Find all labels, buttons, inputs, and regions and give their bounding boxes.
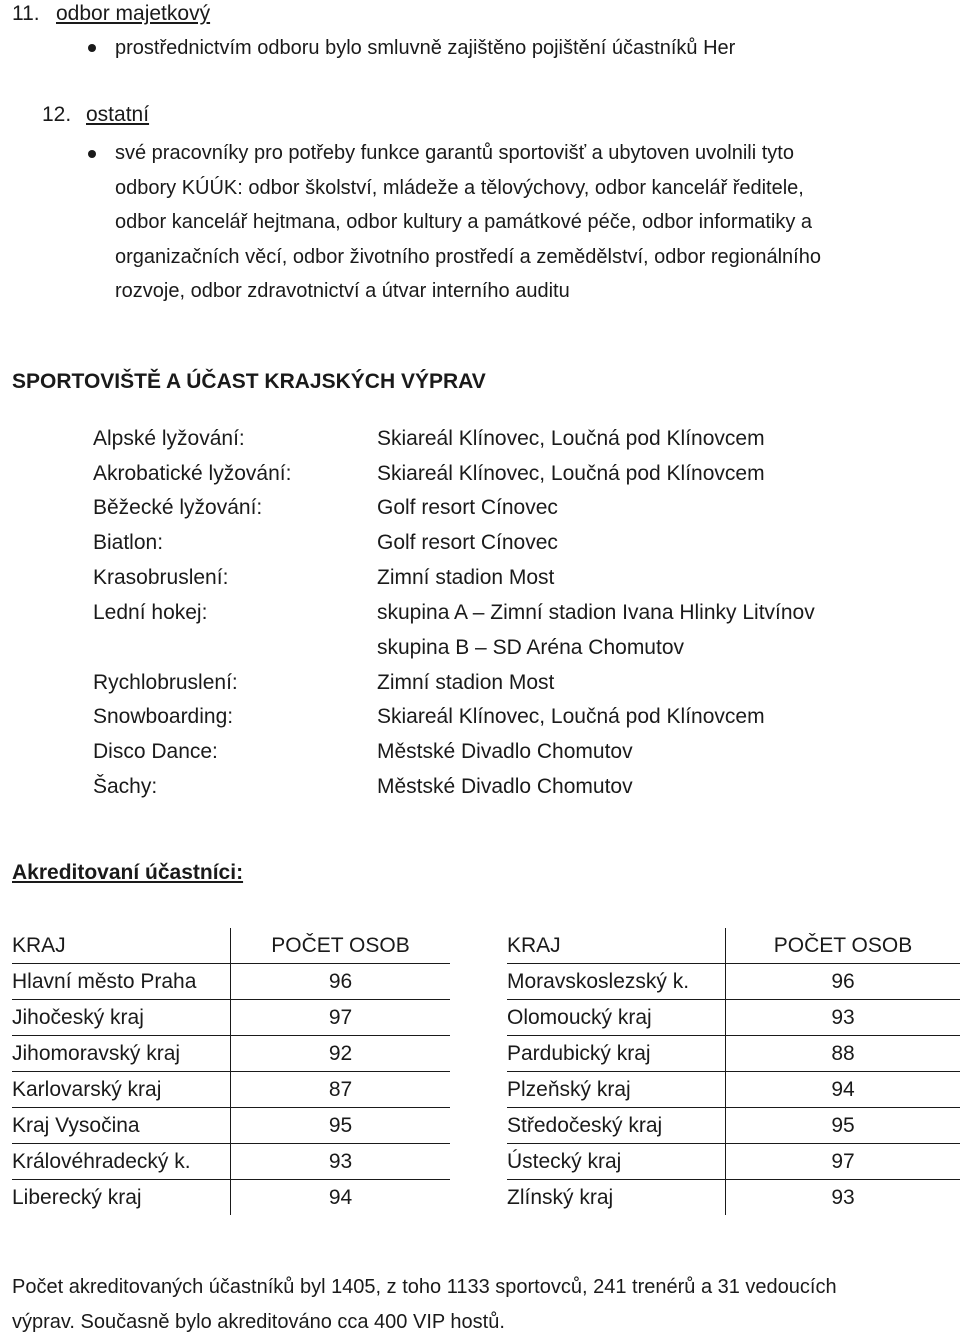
table-row: [507, 1036, 960, 1072]
bullet-icon: [88, 44, 96, 52]
sport-venue: Golf resort Cínovec: [377, 525, 558, 560]
sport-name: Disco Dance:: [93, 734, 373, 769]
summary-paragraph: [12, 1270, 837, 1339]
sport-name: Biatlon:: [93, 525, 373, 560]
sport-venue: Zimní stadion Most: [377, 560, 554, 595]
sport-row: [0, 734, 960, 769]
region-name: Plzeňský kraj: [507, 1072, 726, 1108]
table-row: [12, 964, 450, 1000]
sport-venue: skupina A – Zimní stadion Ivana Hlinky Litvínov: [377, 595, 815, 630]
region-name: Kraj Vysočina: [12, 1108, 231, 1144]
table-header-row: [12, 928, 450, 964]
sport-name: Akrobatické lyžování:: [93, 456, 373, 491]
sport-row: [0, 490, 960, 525]
summary-line: Počet akreditovaných účastníků byl 1405, z toho 1133 sportovců, 241 trenérů a 31 vedoucích: [12, 1270, 837, 1305]
akreditovani-title: Akreditovaní účastníci:: [12, 861, 243, 885]
sport-row: [0, 769, 960, 804]
table-header-cell: POČET OSOB: [726, 928, 960, 964]
sport-row: [0, 595, 960, 630]
section-12-line: odbory KÚÚK: odbor školství, mládeže a tělovýchovy, odbor kancelář ředitele,: [115, 171, 821, 206]
sport-name: Šachy:: [93, 769, 373, 804]
region-count: 97: [231, 1000, 451, 1036]
section-11-number: 11.: [12, 2, 56, 26]
table-row: [507, 1108, 960, 1144]
region-name: Moravskoslezský k.: [507, 964, 726, 1000]
region-count: 93: [726, 1000, 960, 1036]
sportoviste-title: SPORTOVIŠTĚ A ÚČAST KRAJSKÝCH VÝPRAV: [12, 370, 486, 394]
section-12-line: organizačních věcí, odbor životního prostředí a zemědělství, odbor regionálního: [115, 240, 821, 275]
table-header-cell: POČET OSOB: [231, 928, 451, 964]
sport-row: [0, 456, 960, 491]
region-name: Karlovarský kraj: [12, 1072, 231, 1108]
sport-venue: skupina B – SD Aréna Chomutov: [377, 630, 684, 665]
table-row: [12, 1144, 450, 1180]
section-12-line: své pracovníky pro potřeby funkce garantů sportovišť a ubytoven uvolnili tyto: [115, 136, 821, 171]
region-name: Jihočeský kraj: [12, 1000, 231, 1036]
left-region-table: [12, 928, 450, 1215]
sport-venue: Zimní stadion Most: [377, 665, 554, 700]
region-name: Zlínský kraj: [507, 1180, 726, 1216]
region-count: 92: [231, 1036, 451, 1072]
region-name: Jihomoravský kraj: [12, 1036, 231, 1072]
summary-line: výprav. Současně bylo akreditováno cca 400 VIP hostů.: [12, 1305, 837, 1339]
region-name: Ústecký kraj: [507, 1144, 726, 1180]
region-count: 95: [726, 1108, 960, 1144]
region-count: 94: [231, 1180, 451, 1216]
sport-name: Krasobruslení:: [93, 560, 373, 595]
sport-row: [0, 560, 960, 595]
region-count: 88: [726, 1036, 960, 1072]
sport-name: Běžecké lyžování:: [93, 490, 373, 525]
region-name: Středočeský kraj: [507, 1108, 726, 1144]
table-row: [12, 1036, 450, 1072]
table-row: [12, 1108, 450, 1144]
region-count: 96: [726, 964, 960, 1000]
section-12-paragraph: [115, 136, 821, 309]
section-12-title: ostatní: [86, 103, 149, 126]
region-count: 93: [726, 1180, 960, 1216]
right-region-table: [507, 928, 960, 1215]
sport-venue: Skiareál Klínovec, Loučná pod Klínovcem: [377, 699, 765, 734]
table-row: [12, 1000, 450, 1036]
sport-name: Lední hokej:: [93, 595, 373, 630]
sport-venue: Městské Divadlo Chomutov: [377, 734, 633, 769]
table-header-cell: KRAJ: [507, 928, 726, 964]
table-header-cell: KRAJ: [12, 928, 231, 964]
table-header-row: [507, 928, 960, 964]
sport-row: [0, 699, 960, 734]
table-row: [507, 1144, 960, 1180]
section-12-line: odbor kancelář hejtmana, odbor kultury a památkové péče, odbor informatiky a: [115, 205, 821, 240]
table-row: [507, 1000, 960, 1036]
region-count: 95: [231, 1108, 451, 1144]
section-11-bullet-text: prostřednictvím odboru bylo smluvně zajištěno pojištění účastníků Her: [115, 31, 735, 66]
sport-venue: Skiareál Klínovec, Loučná pod Klínovcem: [377, 421, 765, 456]
region-name: Liberecký kraj: [12, 1180, 231, 1216]
table-row: [507, 964, 960, 1000]
sport-name: Rychlobruslení:: [93, 665, 373, 700]
region-name: Olomoucký kraj: [507, 1000, 726, 1036]
region-name: Královéhradecký k.: [12, 1144, 231, 1180]
region-count: 97: [726, 1144, 960, 1180]
sport-row: [0, 525, 960, 560]
sport-venue: Golf resort Cínovec: [377, 490, 558, 525]
region-count: 87: [231, 1072, 451, 1108]
region-name: Hlavní město Praha: [12, 964, 231, 1000]
table-row: [12, 1180, 450, 1216]
section-12-number: 12.: [42, 103, 86, 127]
sport-name: Alpské lyžování:: [93, 421, 373, 456]
sport-name: Snowboarding:: [93, 699, 373, 734]
region-count: 96: [231, 964, 451, 1000]
region-count: 94: [726, 1072, 960, 1108]
bullet-icon: [88, 150, 96, 158]
section-11-title: odbor majetkový: [56, 2, 210, 25]
table-row: [507, 1072, 960, 1108]
table-row: [507, 1180, 960, 1216]
section-11-heading: [12, 2, 210, 26]
sport-row: [0, 630, 960, 665]
region-count: 93: [231, 1144, 451, 1180]
table-row: [12, 1072, 450, 1108]
section-12-line: rozvoje, odbor zdravotnictví a útvar interního auditu: [115, 274, 821, 309]
sport-row: [0, 665, 960, 700]
sport-venue: Městské Divadlo Chomutov: [377, 769, 633, 804]
section-12-heading: [42, 103, 149, 127]
sport-venue: Skiareál Klínovec, Loučná pod Klínovcem: [377, 456, 765, 491]
region-name: Pardubický kraj: [507, 1036, 726, 1072]
sport-row: [0, 421, 960, 456]
